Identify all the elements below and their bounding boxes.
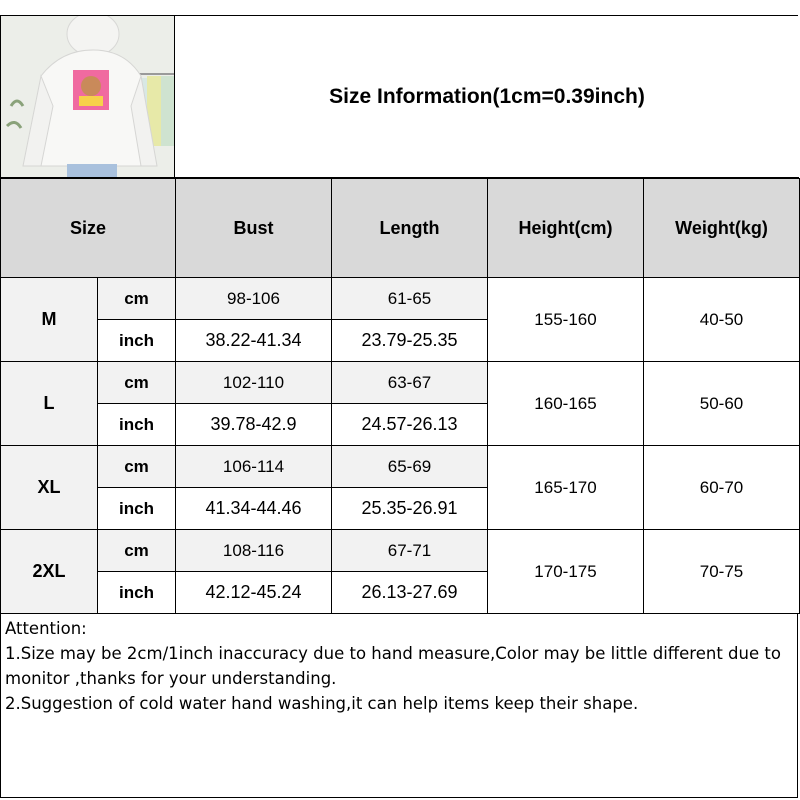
size-label: L: [1, 362, 98, 446]
notes-heading: Attention:: [5, 619, 87, 638]
bust-inch: 41.34-44.46: [176, 488, 332, 530]
bust-cm: 106-114: [176, 446, 332, 488]
chart-title: Size Information(1cm=0.39inch): [329, 84, 645, 108]
title-cell: [175, 16, 799, 178]
weight-range: 50-60: [644, 362, 800, 446]
note-line-1: 1.Size may be 2cm/1inch inaccuracy due to hand measure,Color may be little different due to monitor ,thanks for your understanding.: [5, 644, 781, 688]
note-line-2: 2.Suggestion of cold water hand washing,it can help items keep their shape.: [5, 694, 639, 713]
unit-cm: cm: [98, 446, 176, 488]
product-photo: [1, 16, 175, 178]
table-row: [1, 530, 800, 572]
length-inch: 25.35-26.91: [332, 488, 488, 530]
height-range: 155-160: [488, 278, 644, 362]
unit-cm: cm: [98, 362, 176, 404]
weight-range: 40-50: [644, 278, 800, 362]
table-row: [1, 446, 800, 488]
unit-inch: inch: [98, 404, 176, 446]
height-range: 165-170: [488, 446, 644, 530]
length-cm: 67-71: [332, 530, 488, 572]
size-label: M: [1, 278, 98, 362]
bust-cm: 108-116: [176, 530, 332, 572]
length-inch: 24.57-26.13: [332, 404, 488, 446]
size-label: XL: [1, 446, 98, 530]
unit-cm: cm: [98, 278, 176, 320]
unit-inch: inch: [98, 488, 176, 530]
length-cm: 65-69: [332, 446, 488, 488]
length-cm: 63-67: [332, 362, 488, 404]
bust-inch: 42.12-45.24: [176, 572, 332, 614]
header-height: Height(cm): [488, 179, 644, 278]
table-row: [1, 362, 800, 404]
unit-inch: inch: [98, 572, 176, 614]
bust-cm: 102-110: [176, 362, 332, 404]
header-length: Length: [332, 179, 488, 278]
header-row: [1, 179, 800, 278]
unit-inch: inch: [98, 320, 176, 362]
header-weight: Weight(kg): [644, 179, 800, 278]
height-range: 170-175: [488, 530, 644, 614]
weight-range: 70-75: [644, 530, 800, 614]
weight-range: 60-70: [644, 446, 800, 530]
table-row: [1, 278, 800, 320]
length-inch: 23.79-25.35: [332, 320, 488, 362]
length-inch: 26.13-27.69: [332, 572, 488, 614]
hoodie-image: [1, 16, 175, 178]
header-size: Size: [1, 179, 176, 278]
size-table: [0, 178, 800, 614]
height-range: 160-165: [488, 362, 644, 446]
header-bust: Bust: [176, 179, 332, 278]
unit-cm: cm: [98, 530, 176, 572]
bust-inch: 39.78-42.9: [176, 404, 332, 446]
length-cm: 61-65: [332, 278, 488, 320]
bust-inch: 38.22-41.34: [176, 320, 332, 362]
attention-notes: [0, 613, 798, 798]
bust-cm: 98-106: [176, 278, 332, 320]
size-label: 2XL: [1, 530, 98, 614]
